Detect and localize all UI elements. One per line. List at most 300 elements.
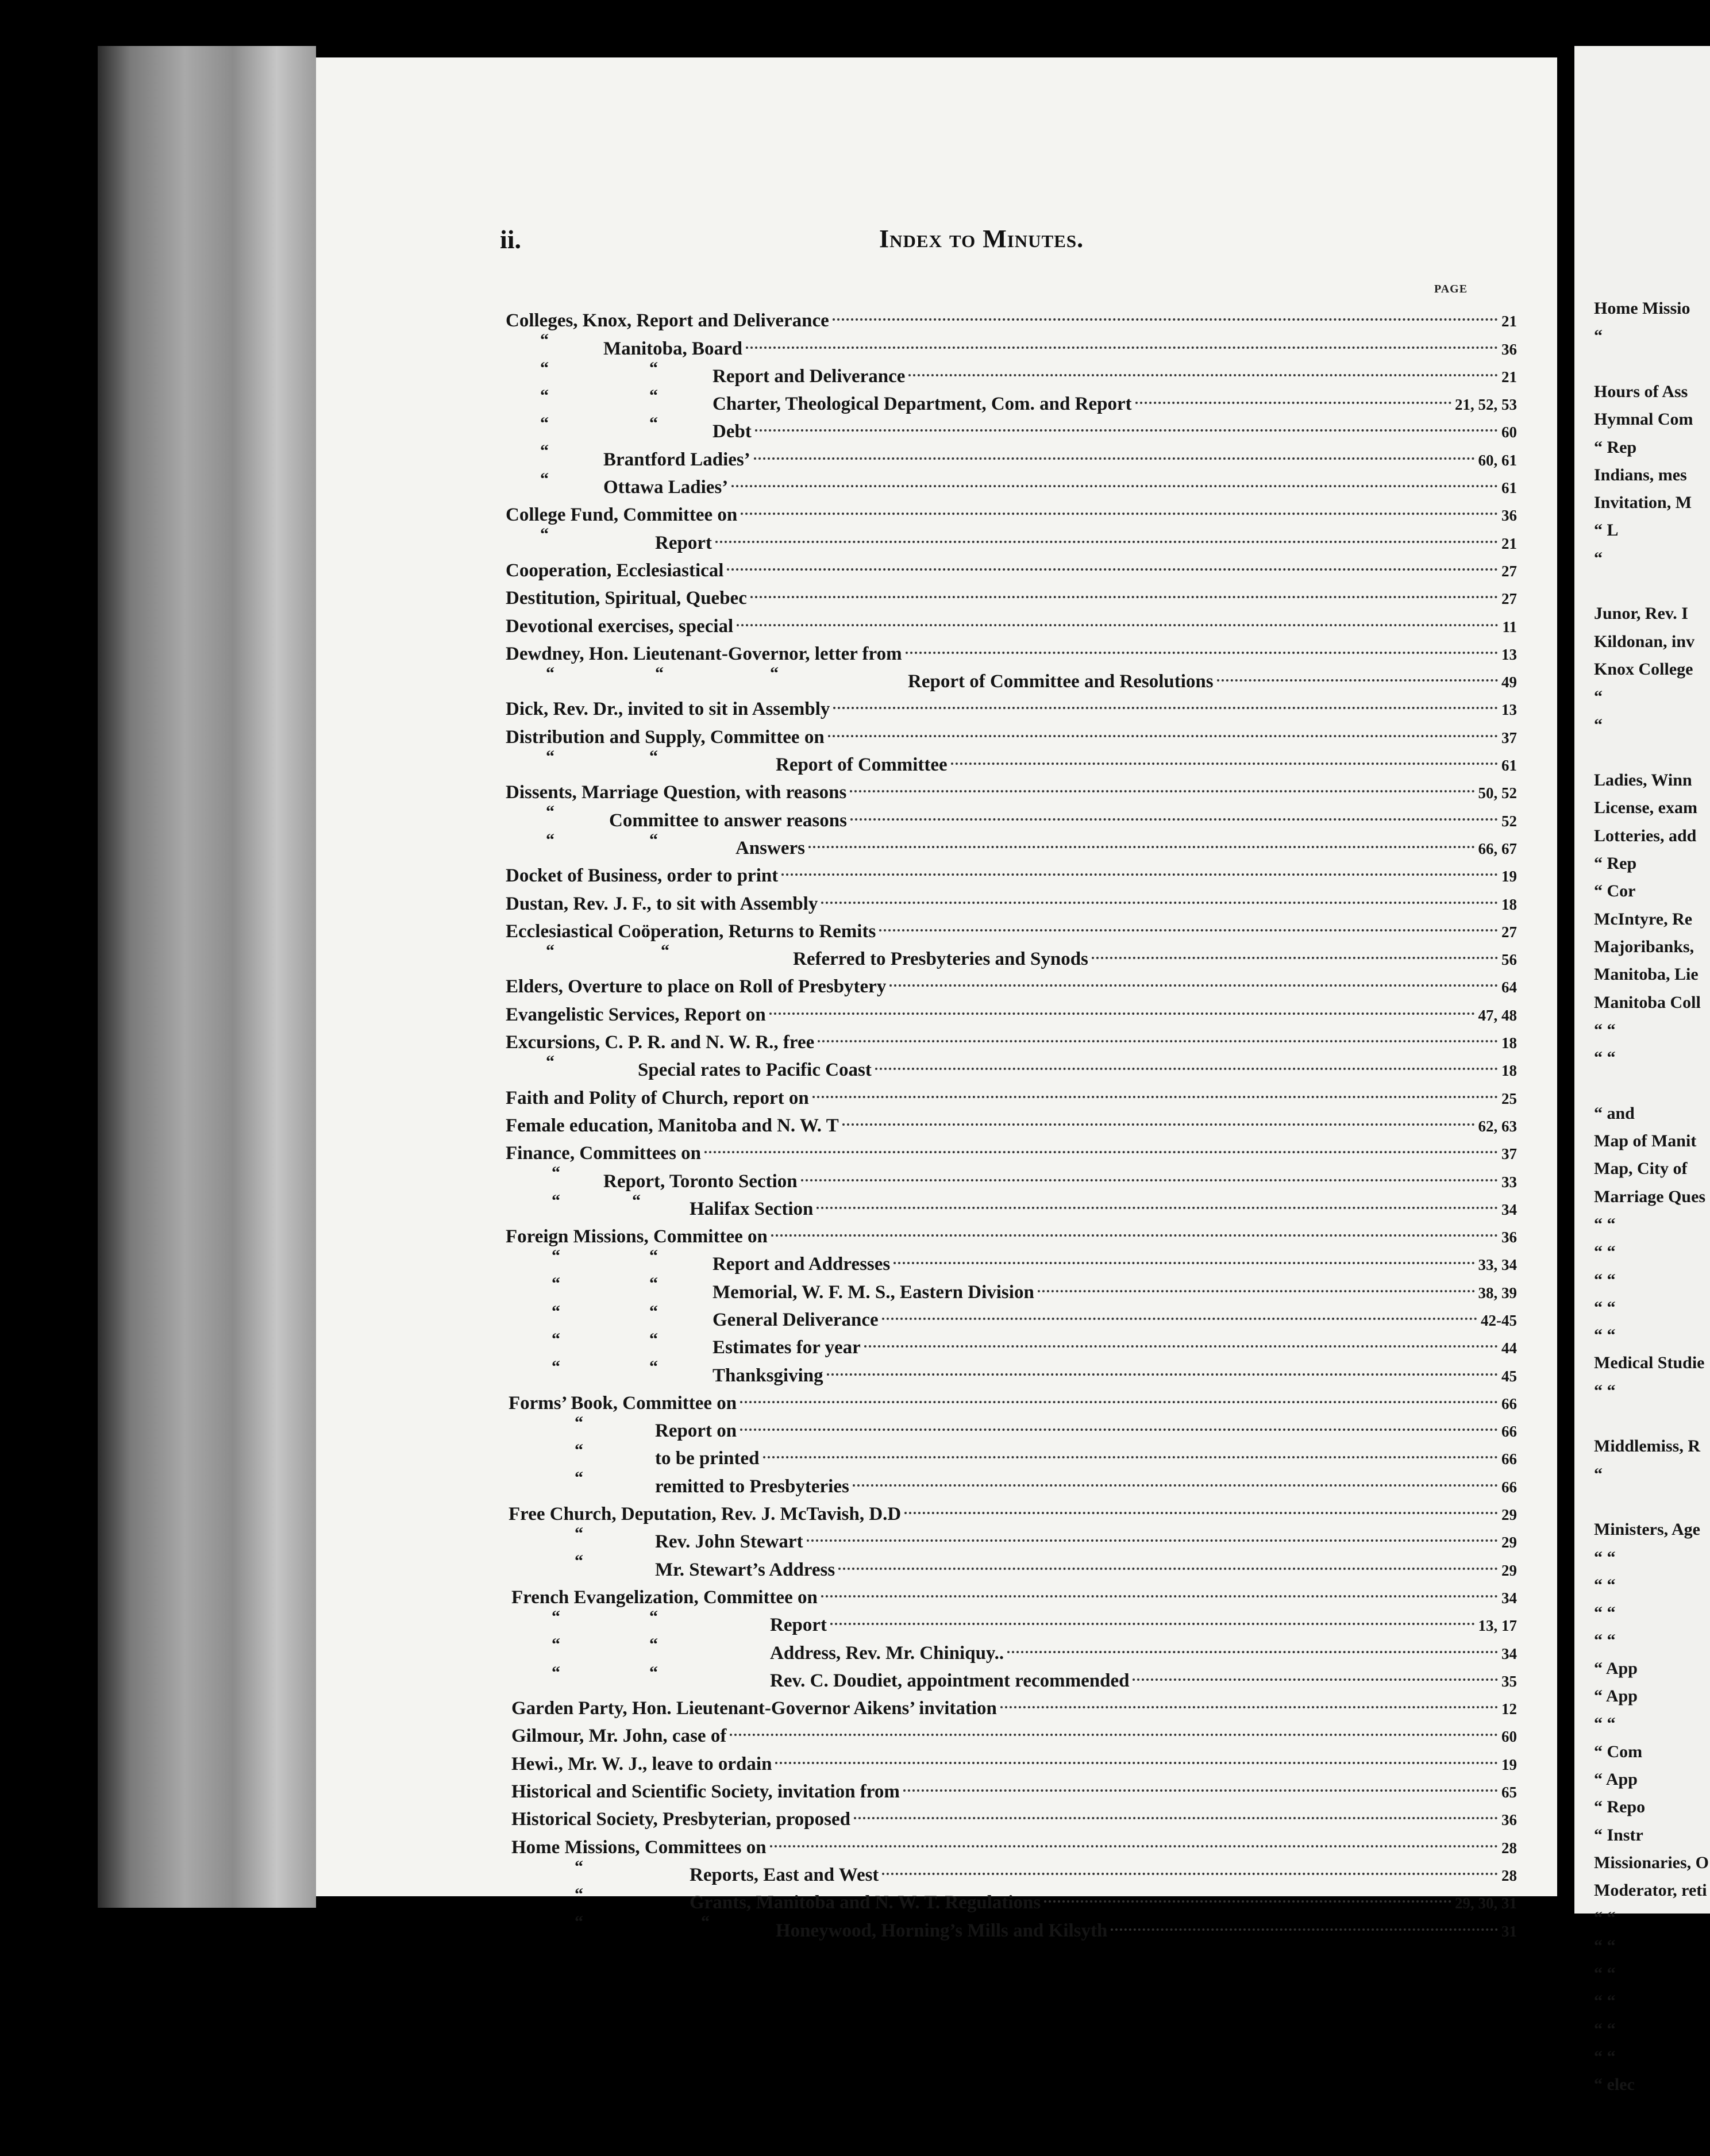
facing-page-line: “ Cor: [1594, 881, 1636, 901]
facing-page-line: “: [1594, 326, 1603, 346]
ditto-mark: “: [655, 663, 664, 683]
entry-text: Hewi., Mr. W. J., leave to ordain: [511, 1753, 772, 1774]
facing-page-line: License, exam: [1594, 798, 1697, 818]
entry-indent: [506, 1547, 655, 1575]
entry-page-ref: 19: [1501, 868, 1517, 886]
index-entry: [506, 771, 1517, 803]
dot-leader: [731, 485, 1498, 487]
ditto-mark: “: [649, 414, 658, 433]
entry-text: Mr. Stewart’s Address: [655, 1559, 835, 1580]
facing-page-line: “ elec: [1594, 2075, 1635, 2095]
facing-page-line: “ “: [1594, 1547, 1616, 1567]
dot-leader: [879, 929, 1498, 931]
dot-leader: [833, 318, 1498, 321]
dot-leader: [838, 1568, 1498, 1570]
ditto-mark: “: [540, 330, 549, 350]
facing-page-line: “ Repo: [1594, 1797, 1646, 1817]
entry-page-ref: 60: [1501, 424, 1517, 441]
dot-leader: [904, 1512, 1498, 1514]
entry-page-ref: 42-45: [1481, 1311, 1517, 1329]
entry-text: Manitoba, Board: [603, 338, 743, 359]
ditto-mark: “: [546, 663, 554, 683]
entry-text: Dissents, Marriage Question, with reasons: [506, 782, 847, 803]
entry-indent: [506, 1298, 712, 1326]
entry-text: Rev. John Stewart: [655, 1531, 803, 1553]
entry-page-ref: 13, 17: [1478, 1617, 1517, 1635]
dot-leader: [812, 1096, 1498, 1098]
entry-indent: [506, 798, 609, 826]
facing-page-line: Medical Studie: [1594, 1353, 1705, 1373]
dot-leader: [781, 873, 1498, 876]
ditto-mark: “: [770, 663, 779, 683]
entry-page-ref: 28: [1501, 1866, 1517, 1884]
ditto-mark: “: [552, 1329, 560, 1349]
entry-text: Thanksgiving: [712, 1365, 823, 1386]
entry-indent: [506, 1853, 690, 1881]
dot-leader: [908, 374, 1498, 376]
facing-page-line: “ “: [1594, 1048, 1616, 1068]
page-number: ii.: [500, 225, 522, 254]
index-entry: [506, 1270, 1517, 1303]
entry-text: Gilmour, Mr. John, case of: [511, 1726, 727, 1747]
ditto-mark: “: [552, 1191, 560, 1210]
entry-text: Report on: [655, 1420, 737, 1442]
dot-leader: [1092, 957, 1498, 959]
entry-page-ref: 35: [1501, 1672, 1517, 1690]
entry-indent: [506, 1742, 511, 1769]
entry-indent: [506, 1048, 638, 1076]
entry-page-ref: 38, 39: [1478, 1284, 1517, 1302]
entry-indent: [506, 1603, 770, 1631]
entry-text: Dewdney, Hon. Lieutenant-Governor, letter from: [506, 643, 902, 664]
dot-leader: [1111, 1928, 1498, 1931]
ditto-mark: “: [546, 746, 554, 766]
entry-indent: [506, 743, 776, 771]
facing-page-line: “ “: [1594, 2047, 1616, 2066]
facing-page-line: Home Missio: [1594, 299, 1690, 318]
entry-text: Memorial, W. F. M. S., Eastern Division: [712, 1281, 1034, 1303]
entry-text: Estimates for year: [712, 1337, 861, 1358]
facing-page-line: Manitoba Coll: [1594, 992, 1701, 1012]
entry-text: French Evangelization, Committee on: [511, 1587, 818, 1608]
entry-page-ref: 21: [1501, 313, 1517, 330]
dot-leader: [833, 707, 1498, 709]
index-entry: [506, 1381, 1517, 1414]
facing-page-line: “ “: [1594, 1603, 1616, 1623]
facing-page-line: Junor, Rev. I: [1594, 604, 1688, 623]
ditto-mark: “: [552, 1302, 560, 1321]
entry-text: remitted to Presbyteries: [655, 1476, 849, 1497]
entry-text: Brantford Ladies’: [603, 449, 750, 470]
entry-text: Finance, Committees on: [506, 1143, 702, 1164]
entry-page-ref: 61: [1501, 757, 1517, 775]
entry-page-ref: 21: [1501, 534, 1517, 552]
dot-leader: [817, 1207, 1498, 1209]
ditto-mark: “: [552, 1662, 560, 1682]
entry-indent: [506, 1908, 776, 1936]
ditto-mark: “: [552, 1607, 560, 1626]
ditto-mark: “: [540, 414, 549, 433]
ditto-mark: “: [552, 1246, 560, 1266]
entry-page-ref: 29: [1501, 1534, 1517, 1551]
dot-leader: [889, 984, 1498, 987]
dot-leader: [864, 1345, 1498, 1348]
entry-indent: [506, 1881, 690, 1908]
entry-page-ref: 34: [1501, 1589, 1517, 1607]
facing-page-line: “ “: [1594, 1214, 1616, 1234]
entry-text: Destitution, Spiritual, Quebec: [506, 588, 747, 609]
entry-page-ref: 49: [1501, 673, 1517, 691]
ditto-mark: “: [546, 802, 554, 822]
facing-page-line: “ “: [1594, 1575, 1616, 1595]
entry-text: Docket of Business, order to print: [506, 865, 779, 887]
facing-page-line: “ “: [1594, 1992, 1616, 2011]
dot-leader: [807, 1539, 1498, 1542]
dot-leader: [906, 652, 1498, 654]
index-entry: [506, 1215, 1517, 1248]
facing-page-line: “ “: [1594, 1298, 1616, 1317]
entry-page-ref: 19: [1501, 1755, 1517, 1773]
facing-page-line: Marriage Ques: [1594, 1187, 1706, 1206]
ditto-mark: “: [575, 1441, 583, 1460]
index-entry: [506, 355, 1517, 387]
entry-page-ref: 11: [1502, 618, 1517, 636]
facing-page-line: “ “: [1594, 1326, 1616, 1345]
facing-page-line: Map of Manit: [1594, 1131, 1697, 1150]
index-entry: [506, 854, 1517, 887]
entry-page-ref: 56: [1501, 951, 1517, 969]
index-entry: [506, 937, 1517, 970]
entry-text: Committee to answer reasons: [609, 810, 847, 831]
index-entry: [506, 743, 1517, 776]
entry-page-ref: 37: [1501, 1145, 1517, 1163]
entry-text: Excursions, C. P. R. and N. W. R., free: [506, 1032, 815, 1053]
ditto-mark: “: [649, 1302, 658, 1321]
entry-indent: [506, 826, 735, 854]
index-entries: [506, 299, 1517, 1941]
facing-page-line: “: [1594, 687, 1603, 707]
entry-page-ref: 36: [1501, 1229, 1517, 1246]
facing-page-line: Hymnal Com: [1594, 410, 1693, 429]
ditto-mark: “: [552, 1274, 560, 1293]
entry-indent: [506, 1326, 712, 1353]
dot-leader: [893, 1262, 1474, 1264]
entry-text: Historical and Scientific Society, invitation from: [511, 1781, 900, 1803]
entry-page-ref: 29: [1501, 1506, 1517, 1524]
entry-indent: [506, 1714, 511, 1742]
facing-page-line: “ “: [1594, 1270, 1616, 1289]
ditto-mark: “: [649, 1662, 658, 1682]
entry-indent: [506, 326, 603, 354]
dot-leader: [1135, 402, 1451, 404]
facing-page-line: “ Rep: [1594, 437, 1637, 457]
dot-leader: [842, 1123, 1475, 1126]
ditto-mark: “: [552, 1163, 560, 1183]
entry-indent: [506, 1270, 712, 1298]
ditto-mark: “: [661, 941, 669, 960]
entry-page-ref: 62, 63: [1478, 1117, 1517, 1135]
index-page: [316, 57, 1557, 1941]
entry-text: Report: [655, 532, 712, 553]
dot-leader: [1133, 1678, 1498, 1681]
facing-page-line: “ “: [1594, 1242, 1616, 1262]
entry-page-ref: 37: [1501, 729, 1517, 746]
dot-leader: [808, 846, 1475, 848]
dot-leader: [737, 624, 1499, 626]
dot-leader: [763, 1456, 1499, 1458]
dot-leader: [818, 1040, 1498, 1042]
facing-page-line: Knox College: [1594, 659, 1693, 679]
entry-text: Garden Party, Hon. Lieutenant-Governor Aikens’ invitation: [511, 1698, 997, 1719]
ditto-mark: “: [575, 1524, 583, 1543]
entry-page-ref: 33, 34: [1478, 1256, 1517, 1274]
dot-leader: [828, 735, 1498, 737]
ditto-mark: “: [575, 1884, 583, 1904]
entry-indent: [506, 521, 655, 548]
entry-page-ref: 25: [1501, 1089, 1517, 1107]
facing-page-line: “ “: [1594, 1908, 1616, 1928]
facing-page-line: “ “: [1594, 1381, 1616, 1400]
dot-leader: [771, 1234, 1498, 1237]
ditto-mark: “: [540, 358, 549, 378]
entry-indent: [506, 1409, 655, 1437]
facing-page-fragment: [1574, 46, 1710, 2095]
facing-page-line: “ Rep: [1594, 854, 1637, 873]
ditto-mark: “: [575, 1412, 583, 1432]
dot-leader: [903, 1789, 1498, 1792]
entry-text: Report, Toronto Section: [603, 1171, 798, 1192]
entry-text: Free Church, Deputation, Rev. J. McTavish, D.D: [509, 1504, 902, 1525]
ditto-mark: “: [649, 358, 658, 378]
facing-page-line: Invitation, M: [1594, 493, 1692, 513]
entry-page-ref: 28: [1501, 1839, 1517, 1857]
facing-page-line: “ “: [1594, 2019, 1616, 2039]
entry-page-ref: 66, 67: [1478, 840, 1517, 857]
ditto-mark: “: [649, 1635, 658, 1654]
entry-indent: [506, 660, 908, 687]
facing-page-line: “: [1594, 548, 1603, 568]
dot-leader: [882, 1873, 1498, 1875]
entry-indent: [506, 937, 793, 965]
entry-page-ref: 60, 61: [1478, 451, 1517, 469]
ditto-mark: “: [649, 746, 658, 766]
entry-text: Foreign Missions, Committee on: [506, 1226, 768, 1248]
facing-page-line: “ Instr: [1594, 1825, 1643, 1845]
dot-leader: [775, 1762, 1498, 1764]
entry-text: Female education, Manitoba and N. W. T: [506, 1115, 839, 1136]
index-entry: [506, 299, 1517, 332]
facing-page-line: “ “: [1594, 1020, 1616, 1040]
ditto-mark: “: [575, 1857, 583, 1876]
facing-page-line: “ “: [1594, 1631, 1616, 1650]
entry-text: General Deliverance: [712, 1309, 879, 1330]
index-entry: [506, 1242, 1517, 1275]
entry-text: Report of Committee: [776, 754, 948, 776]
entry-page-ref: 65: [1501, 1784, 1517, 1801]
ditto-mark: “: [552, 1635, 560, 1654]
dot-leader: [715, 541, 1498, 543]
dot-leader: [821, 902, 1498, 904]
dot-leader: [1007, 1651, 1498, 1653]
entry-page-ref: 47, 48: [1478, 1006, 1517, 1024]
entry-page-ref: 29: [1501, 1561, 1517, 1579]
entry-text: Devotional exercises, special: [506, 615, 734, 637]
entry-page-ref: 66: [1501, 1450, 1517, 1468]
entry-page-ref: 34: [1501, 1645, 1517, 1662]
dot-leader: [730, 1734, 1498, 1736]
entry-page-ref: 66: [1501, 1395, 1517, 1412]
entry-text: Charter, Theological Department, Com. and Report: [712, 394, 1132, 415]
entry-text: Report of Committee and Resolutions: [908, 671, 1214, 692]
page-column-label: PAGE: [1434, 283, 1468, 295]
entry-text: Dustan, Rev. J. F., to sit with Assembly: [506, 893, 818, 914]
entry-text: to be printed: [655, 1448, 760, 1469]
facing-page-line: McIntyre, Re: [1594, 909, 1693, 929]
ditto-mark: “: [649, 830, 658, 849]
entry-indent: [506, 465, 603, 493]
page-title: Index to Minutes.: [879, 225, 1084, 253]
index-entry: [506, 826, 1517, 858]
dot-leader: [754, 457, 1475, 460]
entry-text: Reports, East and West: [690, 1864, 879, 1885]
facing-page-line: “ and: [1594, 1103, 1635, 1123]
entry-page-ref: 45: [1501, 1367, 1517, 1385]
entry-page-ref: 31: [1501, 1922, 1517, 1940]
entry-text: Honeywood, Horning’s Mills and Kilsyth: [776, 1920, 1108, 1941]
entry-text: Evangelistic Services, Report on: [506, 1004, 766, 1025]
facing-page-line: “ App: [1594, 1687, 1638, 1705]
dot-leader: [850, 818, 1498, 821]
dot-leader: [801, 1179, 1498, 1181]
entry-indent: [506, 1797, 511, 1825]
facing-page-line: “ Com: [1594, 1742, 1643, 1761]
entry-text: Report and Addresses: [712, 1254, 891, 1275]
entry-text: Elders, Overture to place on Roll of Presbytery: [506, 976, 887, 998]
facing-page-line: Lotteries, add: [1594, 826, 1697, 845]
dot-leader: [853, 1484, 1498, 1487]
ditto-mark: “: [575, 1468, 583, 1488]
dot-leader: [821, 1595, 1498, 1597]
ditto-mark: “: [632, 1191, 641, 1210]
index-entry: [506, 1353, 1517, 1386]
dot-leader: [740, 1401, 1498, 1403]
entry-page-ref: 21, 52, 53: [1455, 396, 1517, 414]
ditto-mark: “: [701, 1912, 710, 1932]
facing-page-line: Map, City of: [1594, 1159, 1688, 1179]
entry-indent: [506, 1464, 655, 1492]
facing-page-line: Ministers, Age: [1594, 1520, 1700, 1539]
entry-text: College Fund, Committee on: [506, 505, 738, 526]
entry-page-ref: 33: [1501, 1173, 1517, 1191]
ditto-mark: “: [546, 941, 554, 960]
facing-page-line: “ App: [1594, 1658, 1638, 1678]
facing-page-line: “ App: [1594, 1769, 1638, 1789]
entry-text: Ottawa Ladies’: [603, 477, 729, 498]
entry-page-ref: 27: [1501, 590, 1517, 608]
entry-page-ref: 61: [1501, 479, 1517, 497]
dot-leader: [740, 1429, 1498, 1431]
entry-text: Report: [770, 1615, 827, 1636]
dot-leader: [1044, 1900, 1451, 1903]
entry-page-ref: 50, 52: [1478, 784, 1517, 802]
entry-text: Forms’ Book, Committee on: [509, 1392, 737, 1414]
entry-indent: [506, 1770, 511, 1797]
entry-indent: [506, 1576, 511, 1603]
entry-indent: [506, 382, 712, 410]
entry-page-ref: 27: [1501, 923, 1517, 941]
ditto-mark: “: [540, 386, 549, 405]
dot-leader: [750, 596, 1498, 598]
entry-text: Answers: [735, 837, 805, 858]
entry-text: Report and Deliverance: [712, 365, 906, 387]
facing-page-line: “ L: [1594, 521, 1619, 540]
facing-page-line: Manitoba, Lie: [1594, 965, 1699, 984]
dot-leader: [746, 346, 1498, 349]
ditto-mark: “: [649, 1357, 658, 1377]
entry-text: Colleges, Knox, Report and Deliverance: [506, 310, 829, 332]
ditto-mark: “: [649, 1329, 658, 1349]
index-entry: [506, 1326, 1517, 1358]
index-entry: [506, 1187, 1517, 1219]
entry-text: Special rates to Pacific Coast: [638, 1060, 872, 1081]
entry-indent: [506, 355, 712, 382]
entry-text: Faith and Polity of Church, report on: [506, 1087, 809, 1108]
entry-page-ref: 18: [1501, 895, 1517, 913]
dot-leader: [755, 429, 1498, 432]
facing-page-line: Kildonan, inv: [1594, 632, 1695, 651]
entry-page-ref: 36: [1501, 1811, 1517, 1829]
dot-leader: [882, 1318, 1477, 1320]
ditto-mark: “: [649, 386, 658, 405]
entry-text: Address, Rev. Mr. Chiniquy..: [770, 1642, 1004, 1664]
book-page-edges: [98, 46, 316, 1908]
dot-leader: [854, 1817, 1498, 1819]
entry-indent: [506, 1187, 690, 1215]
entry-indent: [506, 1437, 655, 1464]
entry-text: Distribution and Supply, Committee on: [506, 726, 825, 748]
index-entry: [506, 1853, 1517, 1885]
ditto-mark: “: [546, 830, 554, 849]
entry-page-ref: 66: [1501, 1423, 1517, 1441]
entry-page-ref: 66: [1501, 1478, 1517, 1496]
facing-page-line: “ “: [1594, 1964, 1616, 1983]
dot-leader: [1038, 1290, 1475, 1292]
entry-page-ref: 44: [1501, 1339, 1517, 1357]
dot-leader: [727, 568, 1498, 571]
index-entry: [506, 1603, 1517, 1636]
entry-indent: [506, 1659, 770, 1687]
entry-text: Ecclesiastical Coöperation, Returns to Remits: [506, 921, 876, 942]
entry-indent: [506, 1381, 509, 1409]
entry-page-ref: 13: [1501, 701, 1517, 719]
ditto-mark: “: [546, 1052, 554, 1072]
ditto-mark: “: [649, 1274, 658, 1293]
facing-page-line: Ladies, Winn: [1594, 771, 1692, 790]
dot-leader: [830, 1623, 1475, 1625]
dot-leader: [704, 1151, 1498, 1153]
entry-indent: [506, 1520, 655, 1547]
dot-leader: [875, 1068, 1498, 1070]
dot-leader: [741, 513, 1498, 515]
dot-leader: [770, 1845, 1498, 1847]
entry-page-ref: 36: [1501, 340, 1517, 358]
index-entry: [506, 660, 1517, 692]
entry-page-ref: 18: [1501, 1062, 1517, 1080]
facing-page-line: “: [1594, 715, 1603, 734]
facing-page-line: Hours of Ass: [1594, 382, 1688, 401]
ditto-mark: “: [540, 469, 549, 488]
dot-leader: [850, 790, 1474, 792]
